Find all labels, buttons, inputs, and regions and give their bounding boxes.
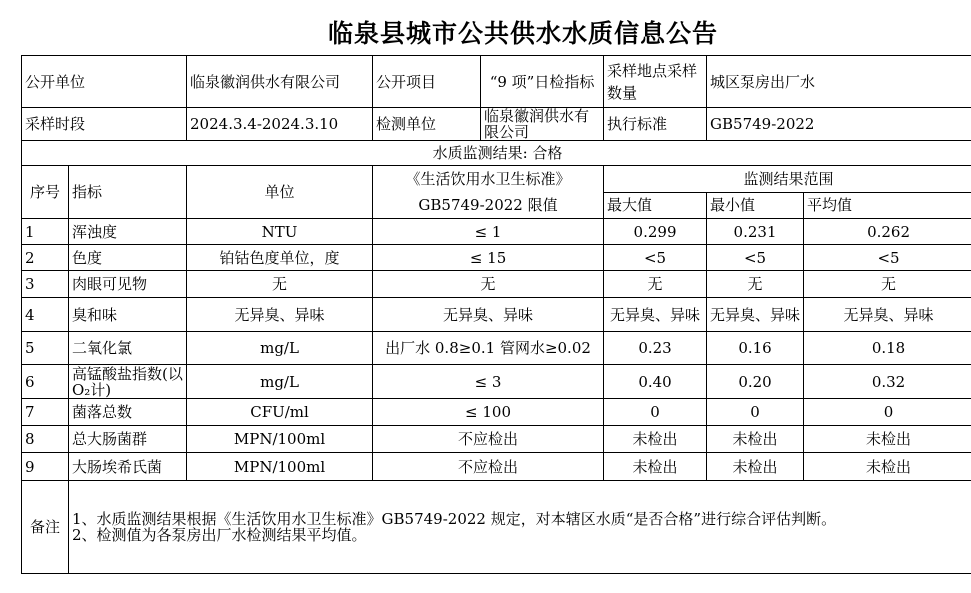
header-avg: 平均值 [804,192,971,219]
row-limit: 不应检出 [373,453,604,481]
row-limit: ≤ 100 [373,399,604,426]
row-avg: 未检出 [804,426,971,453]
table-row [22,332,971,365]
row-avg: 无 [804,271,971,298]
row-unit: MPN/100ml [187,426,373,453]
row-seq: 5 [22,332,69,365]
row-limit: 无 [373,271,604,298]
test-unit-value: 临泉徽润供水有限公司 [481,108,604,141]
row-unit: MPN/100ml [187,453,373,481]
row-avg: 0.262 [804,219,971,245]
result-line: 水质监测结果: 合格 [22,141,971,166]
row-max: 无 [604,271,707,298]
sample-loc-label: 采样地点采样数量 [604,56,707,108]
row-min: 0.231 [707,219,804,245]
row-limit: 无异臭、异味 [373,298,604,332]
row-min: 0 [707,399,804,426]
table-row [22,245,971,271]
row-max: 未检出 [604,426,707,453]
notes-label: 备注 [22,481,69,574]
table-row [22,399,971,426]
row-indicator: 肉眼可见物 [69,271,187,298]
row-min: <5 [707,245,804,271]
row-seq: 8 [22,426,69,453]
row-min: 无 [707,271,804,298]
row-unit: mg/L [187,332,373,365]
pub-item-value: “9 项”日检指标 [481,56,604,108]
table-row [22,453,971,481]
row-avg: 无异臭、异味 [804,298,971,332]
row-min: 0.20 [707,365,804,399]
row-unit: 无异臭、异味 [187,298,373,332]
row-limit: ≤ 15 [373,245,604,271]
row-avg: 0 [804,399,971,426]
row-unit: mg/L [187,365,373,399]
table-row [22,365,971,399]
row-unit: 铂钴色度单位，度 [187,245,373,271]
row-seq: 9 [22,453,69,481]
sample-loc-value: 城区泵房出厂水 [707,56,971,108]
row-max: 未检出 [604,453,707,481]
pub-unit-label: 公开单位 [22,56,187,108]
row-limit: 出厂水 0.8≥0.1 管网水≥0.02 [373,332,604,365]
row-indicator: 浑浊度 [69,219,187,245]
row-unit: CFU/ml [187,399,373,426]
table-row [22,426,971,453]
row-seq: 1 [22,219,69,245]
row-seq: 2 [22,245,69,271]
row-max: 无异臭、异味 [604,298,707,332]
sample-time-value: 2024.3.4-2024.3.10 [187,108,373,141]
row-max: 0.23 [604,332,707,365]
row-indicator: 总大肠菌群 [69,426,187,453]
row-min: 未检出 [707,426,804,453]
row-indicator: 色度 [69,245,187,271]
sample-time-label: 采样时段 [22,108,187,141]
row-indicator: 高锰酸盐指数(以 O₂计) [69,365,187,399]
standard-value: GB5749-2022 [707,108,971,141]
row-limit: ≤ 3 [373,365,604,399]
note-line-1: 1、水质监测结果根据《生活饮用水卫生标准》GB5749-2022 规定，对本辖区水质“是否合格”进行综合评估判断。 [72,510,837,528]
row-avg: <5 [804,245,971,271]
row-max: 0.299 [604,219,707,245]
row-indicator: 臭和味 [69,298,187,332]
row-limit: 不应检出 [373,426,604,453]
row-indicator: 菌落总数 [69,399,187,426]
header-max: 最大值 [604,192,707,219]
pub-unit-value: 临泉徽润供水有限公司 [187,56,373,108]
row-seq: 6 [22,365,69,399]
test-unit-label: 检测单位 [373,108,481,141]
table-row [22,219,971,245]
note-line-2: 2、检测值为各泵房出厂水检测结果平均值。 [72,526,367,544]
header-limit [373,166,604,219]
header-min: 最小值 [707,192,804,219]
header-seq: 序号 [22,166,69,219]
row-seq: 4 [22,298,69,332]
header-limit-line2: GB5749-2022 限值 [418,196,558,214]
row-unit: 无 [187,271,373,298]
table-row [22,298,971,332]
header-limit-line1: 《生活饮用水卫生标准》 [405,170,571,188]
header-range: 监测结果范围 [604,166,971,193]
page-title: 临泉县城市公共供水水质信息公告 [327,19,718,48]
row-limit: ≤ 1 [373,219,604,245]
row-max: 0.40 [604,365,707,399]
standard-label: 执行标准 [604,108,707,141]
notes-body [69,481,971,574]
row-max: <5 [604,245,707,271]
row-max: 0 [604,399,707,426]
row-avg: 未检出 [804,453,971,481]
row-min: 未检出 [707,453,804,481]
water-quality-table [21,55,971,574]
header-indicator: 指标 [69,166,187,219]
row-seq: 7 [22,399,69,426]
row-unit: NTU [187,219,373,245]
row-min: 无异臭、异味 [707,298,804,332]
row-indicator: 二氧化氯 [69,332,187,365]
table-row [22,271,971,298]
pub-item-label: 公开项目 [373,56,481,108]
row-indicator: 大肠埃希氏菌 [69,453,187,481]
header-unit: 单位 [187,166,373,219]
row-avg: 0.18 [804,332,971,365]
row-min: 0.16 [707,332,804,365]
row-avg: 0.32 [804,365,971,399]
row-seq: 3 [22,271,69,298]
